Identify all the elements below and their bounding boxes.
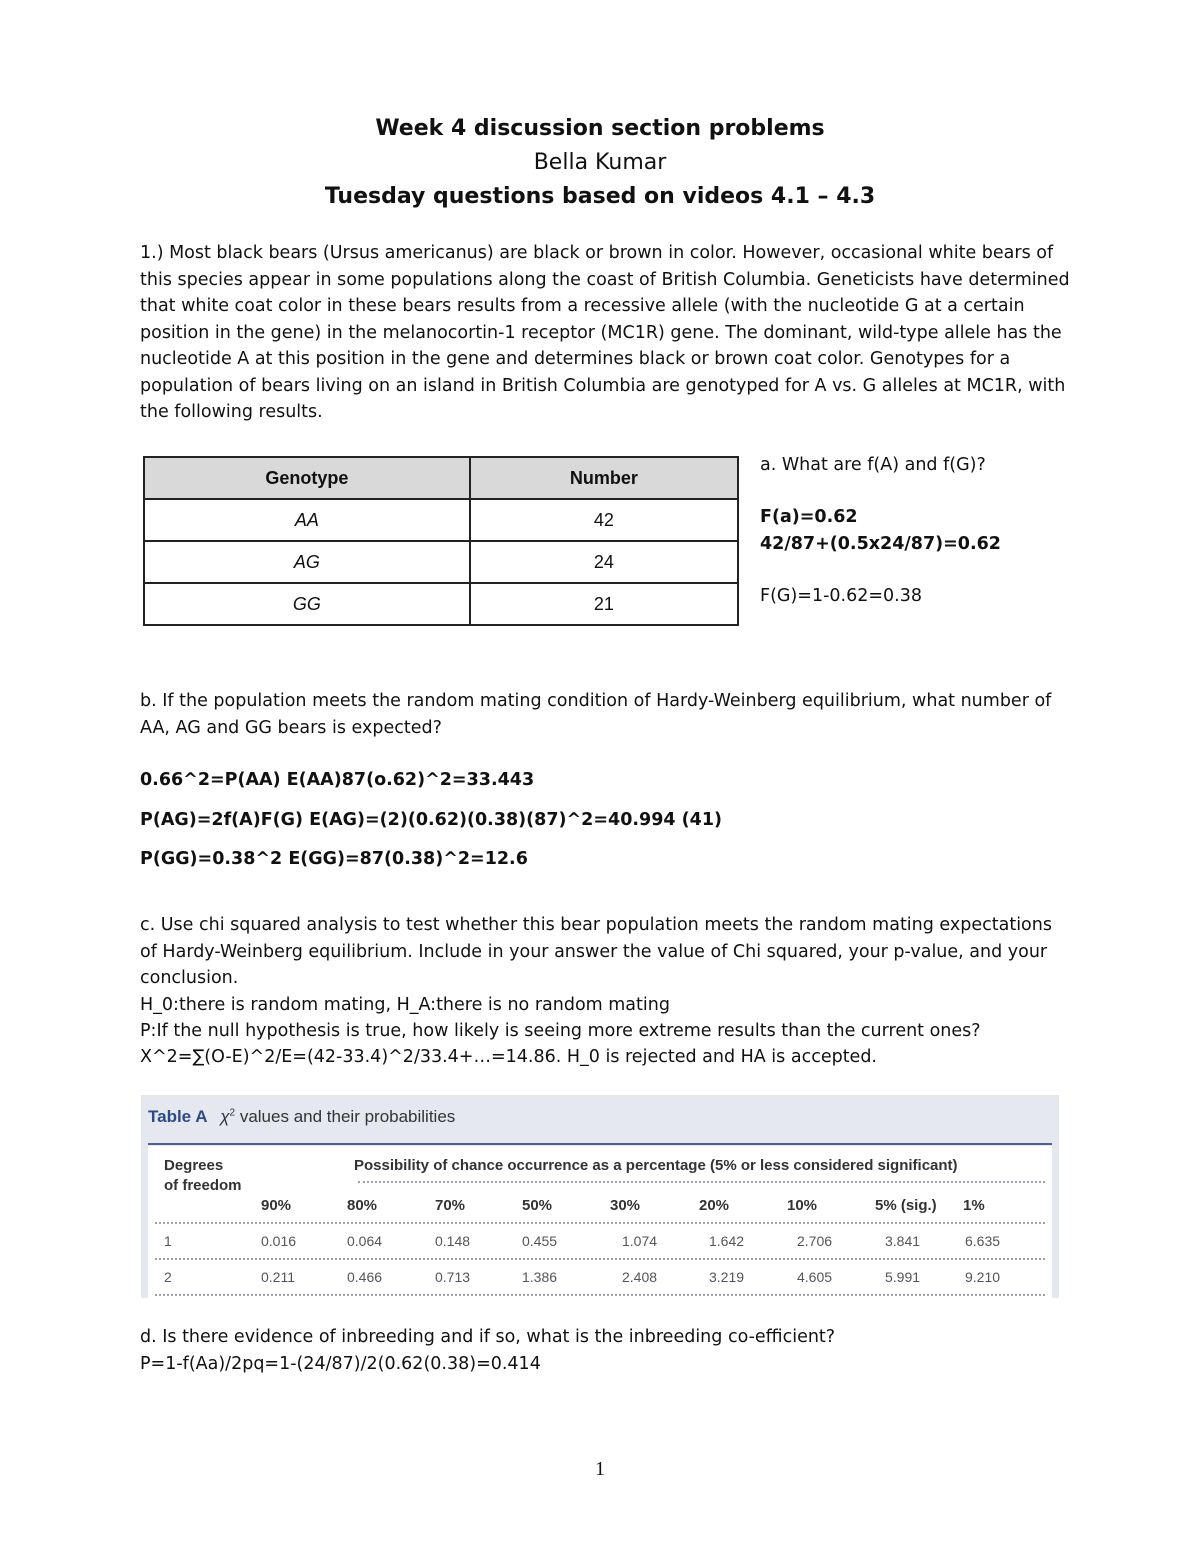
chi-value-cell: 2.706 (797, 1233, 833, 1249)
genotype-cell: AA (144, 499, 470, 541)
part-a-question: a. What are f(A) and f(G)? (760, 455, 986, 475)
chi-value-cell: 2.408 (622, 1269, 658, 1285)
table-row (144, 499, 738, 541)
number-cell: 21 (470, 583, 738, 625)
chi-value-cell: 0.466 (347, 1269, 383, 1285)
pct-header: 1% (963, 1197, 985, 1214)
chi-value-cell: 5.991 (885, 1269, 921, 1285)
part-b-line-1: 0.66^2=P(AA) E(AA)87(o.62)^2=33.443 (140, 770, 535, 790)
chi-value-cell: 4.605 (797, 1269, 833, 1285)
dof-header-2: of freedom (164, 1177, 242, 1194)
pct-header: 90% (261, 1197, 292, 1214)
chi-table-body (148, 1146, 1052, 1298)
genotype-cell: AG (144, 541, 470, 583)
chi-value-cell: 0.016 (261, 1233, 297, 1249)
row-dotted-rule (155, 1222, 1045, 1224)
genotype-cell: GG (144, 583, 470, 625)
part-d-answer: P=1-f(Aa)/2pq=1-(24/87)/2(0.62(0.38)=0.414 (140, 1354, 541, 1374)
chi-square-table-figure (141, 1095, 1059, 1298)
chi-value-cell: 9.210 (965, 1269, 1001, 1285)
part-c-line-2: P:If the null hypothesis is true, how likely is seeing more extreme results than the current ones? (140, 1021, 981, 1041)
part-c-line-1: H_0:there is random mating, H_A:there is no random mating (140, 995, 670, 1015)
table-row (144, 583, 738, 625)
part-b-line-3: P(GG)=0.38^2 E(GG)=87(0.38)^2=12.6 (140, 849, 528, 869)
dof-header: Degrees (164, 1157, 224, 1174)
part-c-question: c. Use chi squared analysis to test whether this bear population meets the random mating expectations of Hardy-Weinberg equilibrium. Include in your answer the value of Chi squared, your p-value, and your conclusion. (140, 915, 1052, 988)
chi-value-cell: 1.386 (522, 1269, 558, 1285)
pct-header: 20% (699, 1197, 730, 1214)
number-header: Number (470, 457, 738, 499)
row-dotted-rule (155, 1258, 1045, 1260)
author-name: Bella Kumar (533, 150, 667, 175)
part-a-answer-2: 42/87+(0.5x24/87)=0.62 (760, 534, 1001, 554)
chi-value-cell: 1.642 (709, 1233, 745, 1249)
number-cell: 42 (470, 499, 738, 541)
chi-value-cell: 0.148 (435, 1233, 471, 1249)
chi-value-cell: 3.219 (709, 1269, 745, 1285)
row-dotted-rule (155, 1294, 1045, 1296)
pct-header: 50% (522, 1197, 553, 1214)
chi-value-cell: 6.635 (965, 1233, 1001, 1249)
probability-header: Possibility of chance occurrence as a percentage (5% or less considered significant) (354, 1157, 958, 1174)
part-b-question: b. If the population meets the random mating condition of Hardy-Weinberg equilibrium, what number of AA, AG and GG bears is expected? (140, 691, 1052, 738)
page-title: Week 4 discussion section problems (375, 116, 825, 141)
chi-title-rule (148, 1143, 1052, 1145)
pct-header: 10% (787, 1197, 818, 1214)
pct-header: 70% (435, 1197, 466, 1214)
pct-header: 5% (sig.) (875, 1197, 937, 1214)
chi-superscript: 2 (229, 1107, 236, 1119)
genotype-table (143, 456, 739, 626)
part-a-answer-1: F(a)=0.62 (760, 507, 858, 527)
chi-symbol: χ (220, 1107, 230, 1126)
part-a-answer-3: F(G)=1-0.62=0.38 (760, 586, 922, 606)
chi-value-cell: 0.064 (347, 1233, 383, 1249)
chi-value-cell: 0.211 (261, 1269, 295, 1285)
df-cell: 2 (164, 1269, 172, 1285)
question-1-intro: 1.) Most black bears (Ursus americanus) are black or brown in color. However, occasional white bears of this species appear in some populations along the coast of British Columbia. Geneticists have determined that white coat color in these bears results from a recessive allele (with the nucleotide G at a certain position in the gene) in the melanocortin-1 receptor (MC1R) gene. The dominant, wild-type allele has the nucleotide A at this position in the gene and determines black or brown coat color. Genotypes for a population of bears living on an island in British Columbia are genotyped for A vs. G alleles at MC1R, with the following results. (140, 243, 1070, 422)
part-c-line-3: X^2=∑(O-E)^2/E=(42-33.4)^2/33.4+…=14.86. H_0 is rejected and HA is accepted. (140, 1047, 877, 1067)
pct-header: 80% (347, 1197, 378, 1214)
chi-value-cell: 0.713 (435, 1269, 471, 1285)
table-row (144, 541, 738, 583)
chi-table-title-text: values and their probabilities (239, 1107, 456, 1126)
chi-value-cell: 3.841 (885, 1233, 921, 1249)
chi-table-label: Table A (148, 1107, 208, 1126)
table-header-row (144, 457, 738, 499)
page-subtitle: Tuesday questions based on videos 4.1 – 4.3 (324, 184, 876, 209)
number-cell: 24 (470, 541, 738, 583)
part-b-line-2: P(AG)=2f(A)F(G) E(AG)=(2)(0.62)(0.38)(87)^2=40.994 (41) (140, 810, 722, 830)
chi-value-cell: 0.455 (522, 1233, 558, 1249)
genotype-header: Genotype (144, 457, 470, 499)
part-d-question: d. Is there evidence of inbreeding and if so, what is the inbreeding co-efficient? (140, 1327, 836, 1347)
df-cell: 1 (164, 1233, 172, 1249)
chi-value-cell: 1.074 (622, 1233, 658, 1249)
chi-table-title (148, 1107, 455, 1127)
header-dotted-rule (358, 1181, 1045, 1183)
page-number: 1 (595, 1458, 605, 1480)
pct-header: 30% (610, 1197, 641, 1214)
